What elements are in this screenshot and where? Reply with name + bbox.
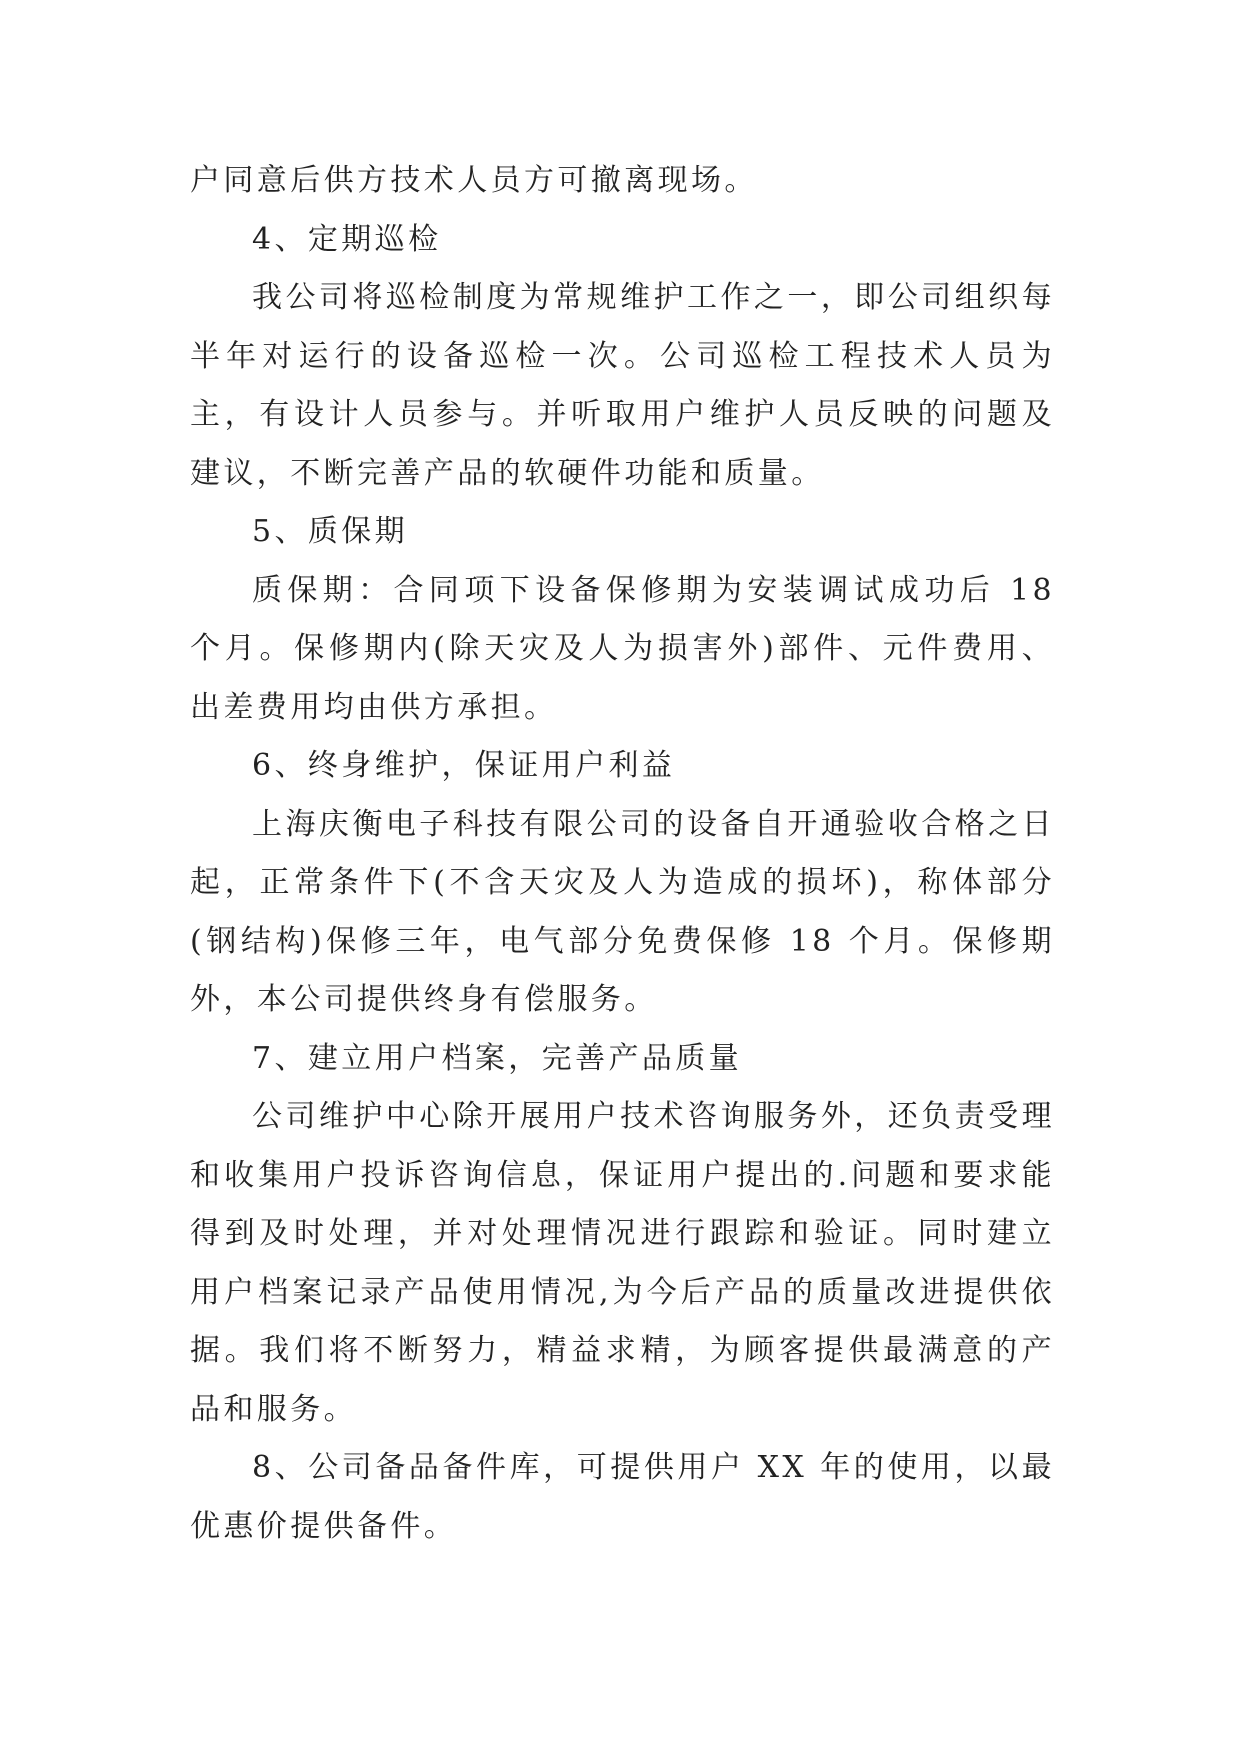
- paragraph-spare-parts: 8、公司备品备件库，可提供用户 XX 年的使用，以最优惠价提供备件。: [190, 1450, 1055, 1544]
- section-heading-periodic-inspection: 4、定期巡检: [252, 221, 442, 257]
- paragraph-lifetime-maintenance: 上海庆衡电子科技有限公司的设备自开通验收合格之日起，正常条件下(不含天灾及人为造成的损坏)，称体部分(钢结构)保修三年，电气部分免费保修 18 个月。保修期外，本公司提供终身有偿服务。: [190, 806, 1055, 1017]
- section-heading-lifetime-maintenance: 6、终身维护，保证用户利益: [252, 748, 676, 783]
- paragraph-user-records: 公司维护中心除开展用户技术咨询服务外，还负责受理和收集用户投诉咨询信息，保证用户提出的.问题和要求能得到及时处理，并对处理情况进行跟踪和验证。同时建立用户档案记录产品使用情况,为今后产品的质量改进提供依据。我们将不断努力，精益求精，为顾客提供最满意的产品和服务。: [190, 1099, 1055, 1427]
- section-heading-user-records: 7、建立用户档案，完善产品质量: [252, 1040, 743, 1076]
- paragraph-warranty-period: 质保期：合同项下设备保修期为安装调试成功后 18 个月。保修期内(除天灾及人为损害外)部件、元件费用、出差费用均由供方承担。: [190, 572, 1055, 725]
- document-body: [190, 152, 1055, 1556]
- paragraph-continuation: 户同意后供方技术人员方可撤离现场。: [190, 163, 758, 198]
- paragraph-periodic-inspection: 我公司将巡检制度为常规维护工作之一，即公司组织每半年对运行的设备巡检一次。公司巡检工程技术人员为主，有设计人员参与。并听取用户维护人员反映的问题及建议，不断完善产品的软硬件功能和质量。: [190, 280, 1055, 491]
- section-heading-warranty-period: 5、质保期: [252, 514, 409, 549]
